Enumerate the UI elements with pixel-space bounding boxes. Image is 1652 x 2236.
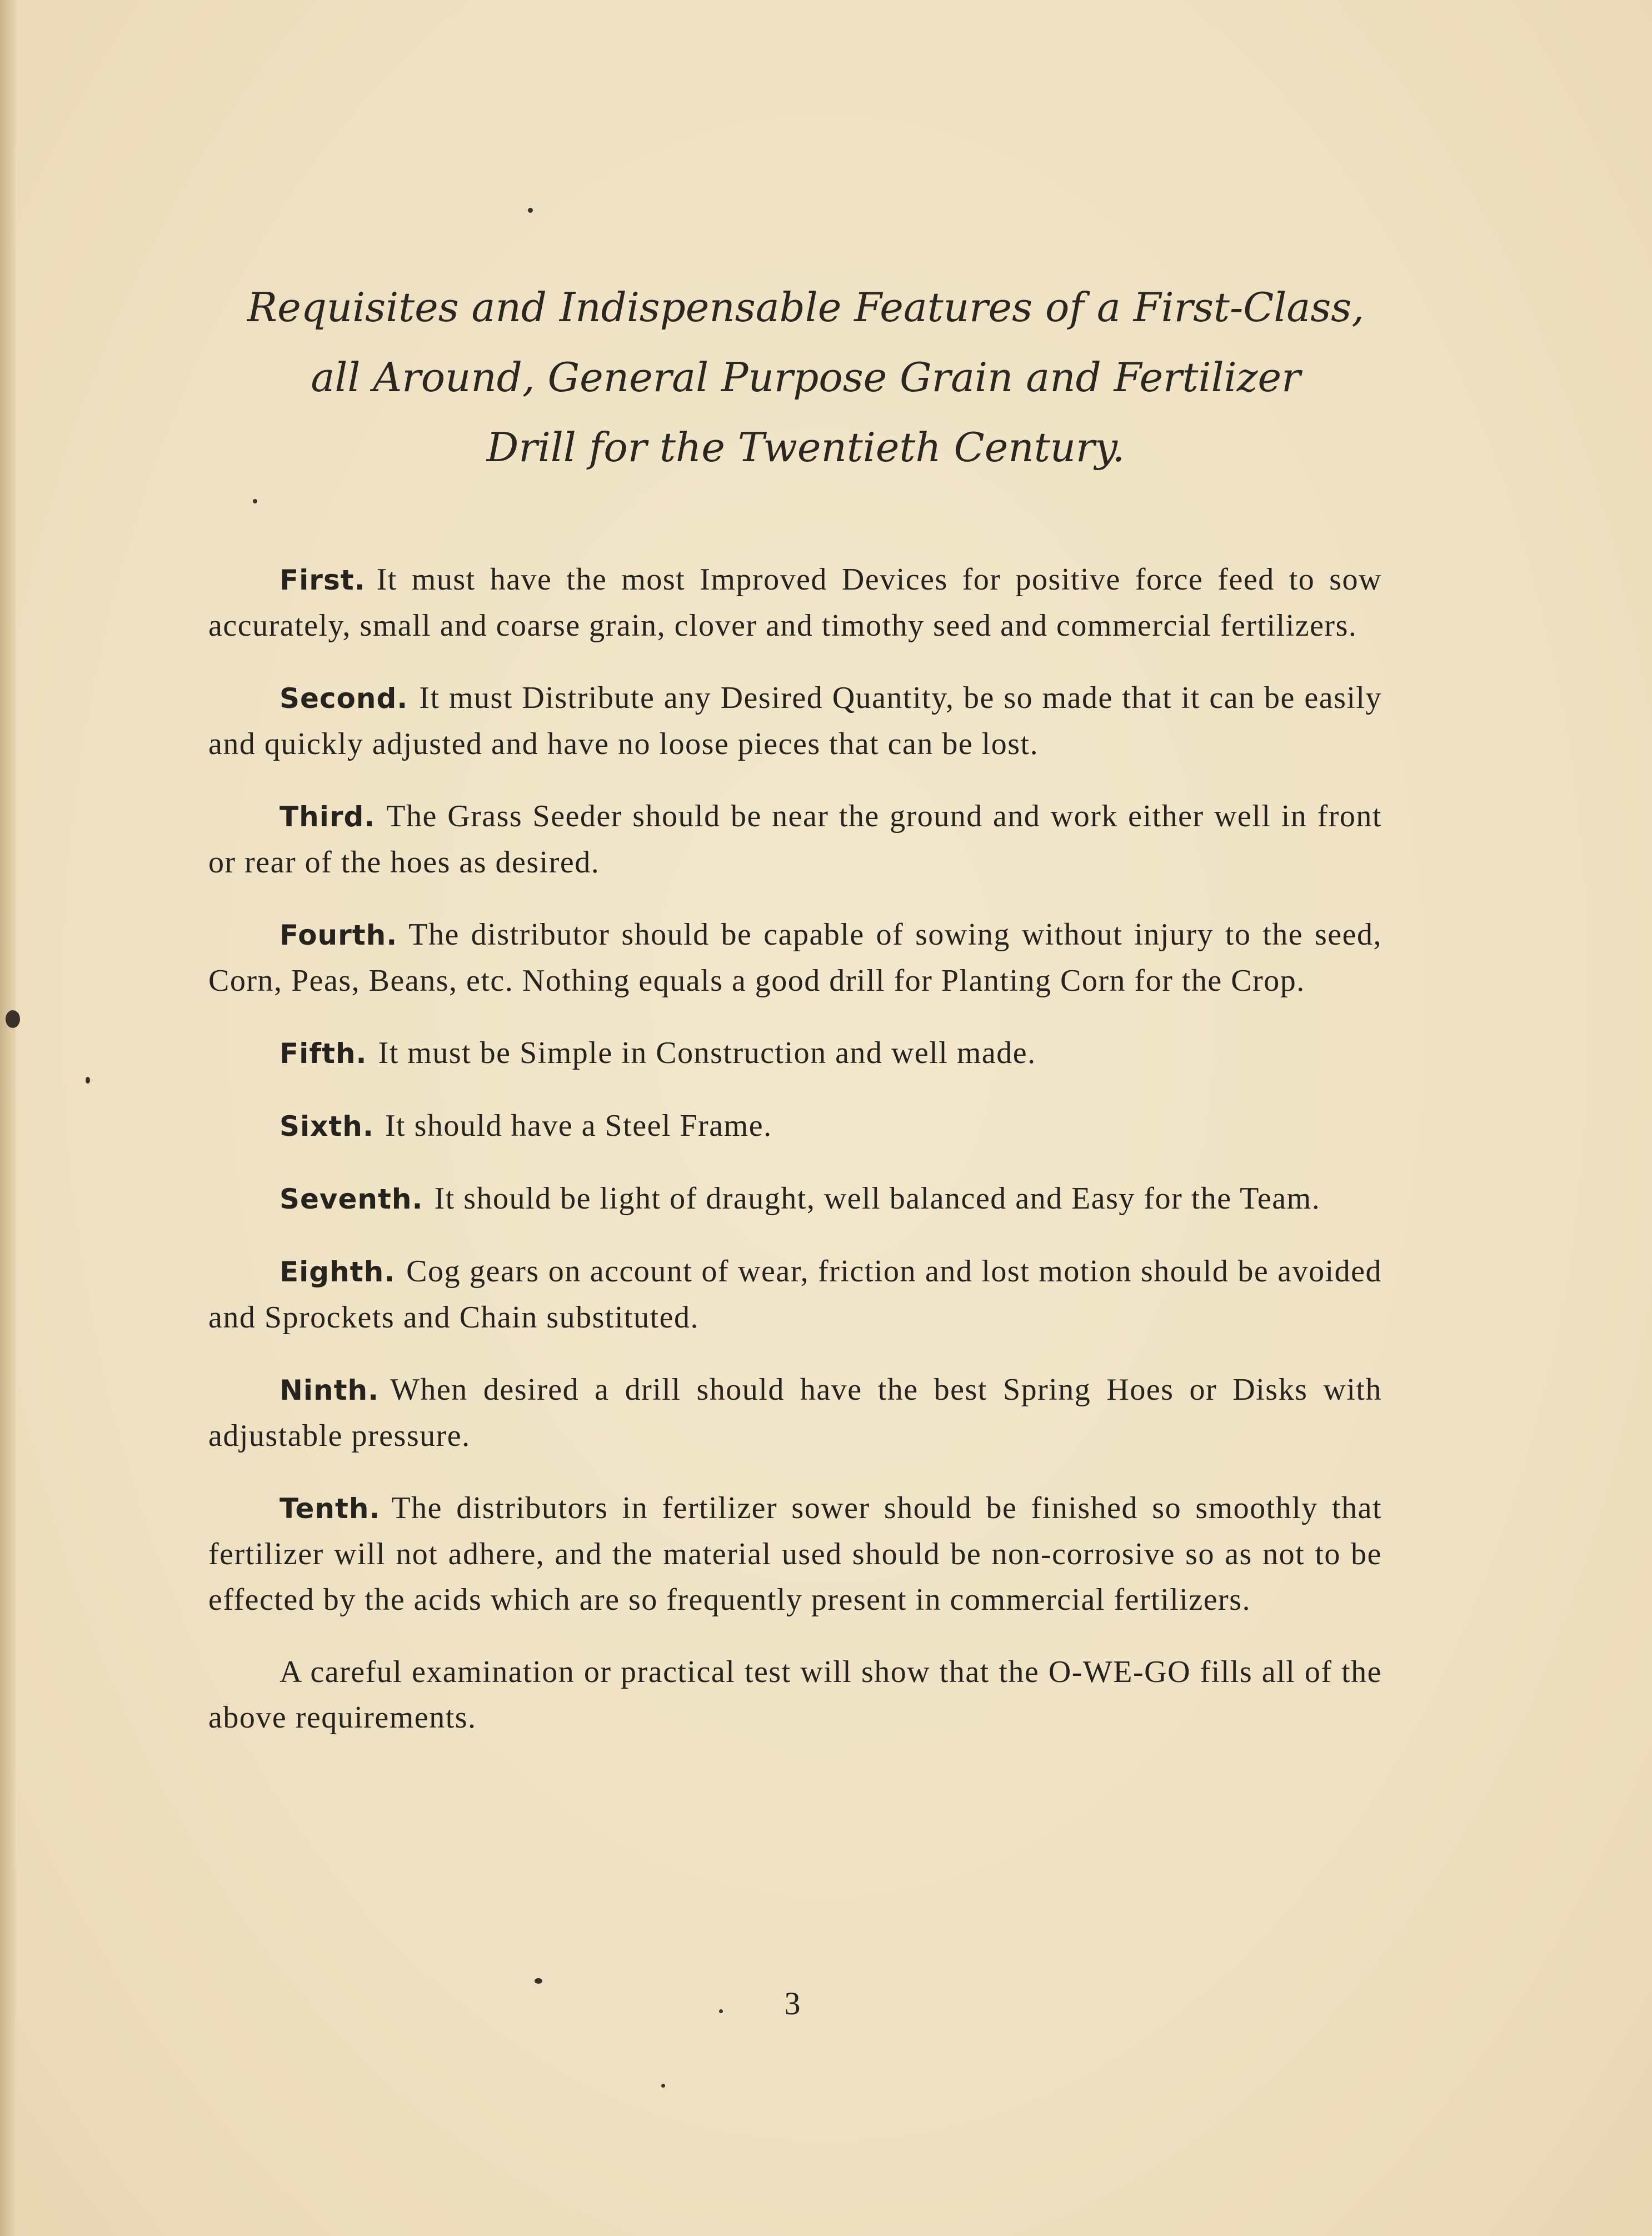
page-number: 3 [784, 1985, 801, 2022]
page-binding-edge [0, 0, 16, 2236]
requirement-label: First. [280, 564, 366, 596]
requirement-label: Ninth. [280, 1374, 380, 1406]
page-title [167, 272, 1445, 482]
requirement-label: Tenth. [280, 1493, 381, 1525]
requirement-text: The distributor should be capable of sowing without injury to the seed, Corn, Peas, Beans, etc. Nothing equals a good drill for Planting Corn for the Crop. [208, 917, 1382, 998]
ink-speck [661, 2084, 665, 2088]
requirement-label: Seventh. [280, 1183, 423, 1215]
requirement-first [208, 557, 1382, 648]
requirement-sixth [208, 1103, 1382, 1149]
ink-speck [535, 1978, 542, 1984]
requirement-text: It should be light of draught, well balanced and Easy for the Team. [434, 1181, 1321, 1216]
title-line: Requisites and Indispensable Features of a First-Class, [247, 284, 1365, 331]
requirement-text: It must have the most Improved Devices for positive force feed to sow accurately, small and coarse grain, clover and timothy seed and commercial fertilizers. [208, 562, 1382, 643]
closing-statement: A careful examination or practical test will show that the O-WE-GO fills all of the above requirements. [208, 1655, 1382, 1735]
requirement-second [208, 675, 1382, 767]
requirement-fifth [208, 1030, 1382, 1076]
requirement-label: Sixth. [280, 1110, 374, 1142]
requirement-label: Fifth. [280, 1037, 367, 1070]
requirements-list [208, 557, 1382, 1740]
title-line: Drill for the Twentieth Century. [486, 424, 1125, 471]
requirement-fourth [208, 912, 1382, 1004]
ink-speck [719, 2009, 723, 2013]
requirement-text: It should have a Steel Frame. [385, 1109, 772, 1143]
ink-speck [6, 1010, 20, 1028]
requirement-text: The distributors in fertilizer sower should be finished so smoothly that fertilizer will not adhere, and the material used should be non-corrosive so as not to be effected by the acids which are so frequently present in commercial fertilizers. [208, 1491, 1382, 1617]
requirement-eighth [208, 1249, 1382, 1340]
requirement-seventh [208, 1176, 1382, 1222]
requirement-ninth [208, 1367, 1382, 1459]
requirement-third [208, 793, 1382, 885]
ink-speck [253, 499, 257, 503]
requirement-label: Third. [280, 801, 376, 833]
requirement-tenth [208, 1485, 1382, 1623]
ink-speck [528, 208, 533, 213]
requirement-label: Second. [280, 682, 408, 715]
requirement-label: Eighth. [280, 1256, 396, 1288]
requirement-text: It must Distribute any Desired Quantity, be so made that it can be easily and quickly adjusted and have no loose pieces that can be lost. [208, 681, 1382, 761]
title-line: all Around, General Purpose Grain and Fertilizer [311, 354, 1301, 401]
requirement-text: Cog gears on account of wear, friction and lost motion should be avoided and Sprockets and Chain substituted. [208, 1254, 1382, 1335]
requirement-text: The Grass Seeder should be near the ground and work either well in front or rear of the hoes as desired. [208, 799, 1382, 880]
requirement-text: It must be Simple in Construction and well made. [378, 1036, 1036, 1070]
requirement-text: When desired a drill should have the best Spring Hoes or Disks with adjustable pressure. [208, 1372, 1382, 1453]
ink-speck [86, 1077, 90, 1084]
requirement-label: Fourth. [280, 919, 398, 951]
